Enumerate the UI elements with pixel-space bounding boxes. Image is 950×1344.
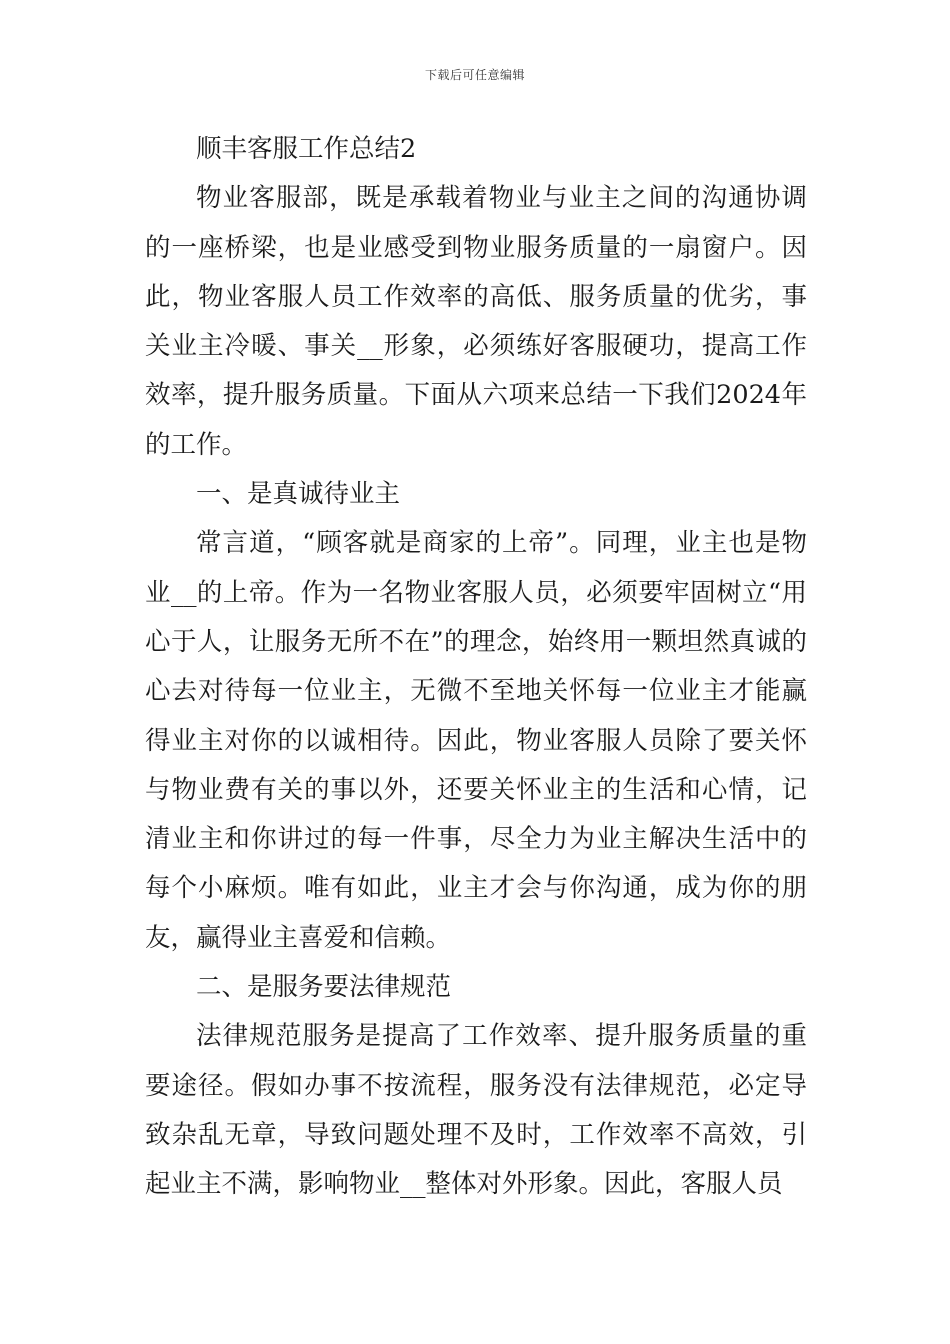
document-title: 顺丰客服工作总结2	[196, 134, 417, 164]
paragraph-section-1: 常言道，“顾客就是商家的上帝”。同理，业主也是物业__的上帝。作为一名物业客服人员，必须要牢固树立“用心于人，让服务无所不在”的理念，始终用一颗坦然真诚的心去对待每一位业主，无微不至地关怀每一位业主才能赢得业主对你的以诚相待。因此，物业客服人员除了要关怀与物业费有关的事以外，还要关怀业主的生活和心情，记清业主和你讲过的每一件事，尽全力为业主解决生活中的每个小麻烦。唯有如此，业主才会与你沟通，成为你的朋友，赢得业主喜爱和信赖。	[145, 528, 807, 953]
paragraph-intro: 物业客服部，既是承载着物业与业主之间的沟通协调的一座桥梁，也是业感受到物业服务质量的一扇窗户。因此，物业客服人员工作效率的高低、服务质量的优劣，事关业主冷暖、事关__形象，必须练好客服硬功，提高工作效率，提升服务质量。下面从六项来总结一下我们2024年的工作。	[145, 183, 807, 460]
paragraph-section-2: 法律规范服务是提高了工作效率、提升服务质量的重要途径。假如办事不按流程，服务没有法律规范，必定导致杂乱无章，导致问题处理不及时，工作效率不高效，引起业主不满，影响物业__整体对外形象。因此，客服人员	[145, 1021, 807, 1200]
document-body	[145, 125, 807, 1210]
section-heading-2: 二、是服务要法律规范	[196, 972, 452, 1003]
section-heading-1: 一、是真诚待业主	[196, 479, 401, 510]
page-header-note: 下载后可任意编辑	[424, 68, 525, 82]
